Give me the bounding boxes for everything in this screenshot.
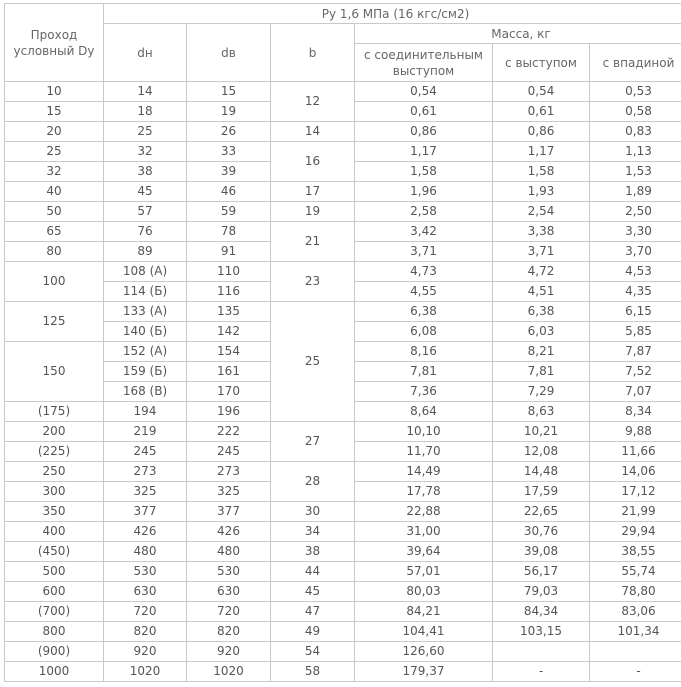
cell-mass-protrusion: 7,81 (493, 362, 590, 382)
cell-dv: 426 (187, 522, 271, 542)
cell-mass-connecting: 3,71 (355, 242, 493, 262)
cell-b: 16 (271, 142, 355, 182)
table-row (5, 602, 681, 622)
cell-b: 23 (271, 262, 355, 302)
cell-b: 28 (271, 462, 355, 502)
cell-dy: 20 (5, 122, 104, 142)
cell-mass-connecting: 22,88 (355, 502, 493, 522)
cell-dy: (175) (5, 402, 104, 422)
cell-mass-recess: 7,07 (590, 382, 681, 402)
cell-dv: 1020 (187, 662, 271, 682)
cell-mass-connecting: 8,64 (355, 402, 493, 422)
cell-dn: 140 (Б) (104, 322, 187, 342)
cell-dv: 110 (187, 262, 271, 282)
cell-mass-connecting: 6,38 (355, 302, 493, 322)
cell-b: 58 (271, 662, 355, 682)
cell-b: 44 (271, 562, 355, 582)
cell-dv: 154 (187, 342, 271, 362)
cell-mass-protrusion: 3,71 (493, 242, 590, 262)
cell-mass-connecting: 0,54 (355, 82, 493, 102)
cell-mass-recess: 6,15 (590, 302, 681, 322)
cell-mass-recess: 5,85 (590, 322, 681, 342)
cell-dy: 400 (5, 522, 104, 542)
cell-mass-protrusion: 6,03 (493, 322, 590, 342)
cell-dy: 600 (5, 582, 104, 602)
cell-mass-connecting: 4,73 (355, 262, 493, 282)
cell-mass-protrusion: 4,51 (493, 282, 590, 302)
cell-dv: 26 (187, 122, 271, 142)
cell-dn: 377 (104, 502, 187, 522)
cell-dn: 18 (104, 102, 187, 122)
cell-dv: 39 (187, 162, 271, 182)
cell-b: 17 (271, 182, 355, 202)
cell-mass-recess: 21,99 (590, 502, 681, 522)
cell-dy: 300 (5, 482, 104, 502)
cell-b: 30 (271, 502, 355, 522)
cell-mass-connecting: 39,64 (355, 542, 493, 562)
header-dv: dв (187, 24, 271, 82)
cell-dy: 800 (5, 622, 104, 642)
cell-mass-protrusion: 22,65 (493, 502, 590, 522)
cell-mass-connecting: 10,10 (355, 422, 493, 442)
table-row (5, 582, 681, 602)
cell-mass-connecting: 0,61 (355, 102, 493, 122)
cell-mass-protrusion: 0,86 (493, 122, 590, 142)
cell-dv: 91 (187, 242, 271, 262)
cell-mass-protrusion: 30,76 (493, 522, 590, 542)
table-row (5, 202, 681, 222)
table-row (5, 462, 681, 482)
cell-dy: (900) (5, 642, 104, 662)
cell-b: 27 (271, 422, 355, 462)
cell-dy: 32 (5, 162, 104, 182)
cell-mass-protrusion: 56,17 (493, 562, 590, 582)
cell-b: 45 (271, 582, 355, 602)
cell-mass-connecting: 4,55 (355, 282, 493, 302)
cell-mass-protrusion: 4,72 (493, 262, 590, 282)
cell-mass-recess: 78,80 (590, 582, 681, 602)
cell-dv: 222 (187, 422, 271, 442)
cell-dn: 152 (А) (104, 342, 187, 362)
cell-mass-protrusion: 0,61 (493, 102, 590, 122)
cell-dn: 14 (104, 82, 187, 102)
cell-mass-connecting: 1,58 (355, 162, 493, 182)
cell-b: 49 (271, 622, 355, 642)
cell-dv: 820 (187, 622, 271, 642)
cell-b: 14 (271, 122, 355, 142)
cell-mass-protrusion: 10,21 (493, 422, 590, 442)
cell-mass-recess: 83,06 (590, 602, 681, 622)
cell-mass-recess: 1,89 (590, 182, 681, 202)
cell-dn: 480 (104, 542, 187, 562)
cell-mass-connecting: 17,78 (355, 482, 493, 502)
cell-dy: 200 (5, 422, 104, 442)
table-row (5, 122, 681, 142)
cell-dn: 114 (Б) (104, 282, 187, 302)
cell-dy: 500 (5, 562, 104, 582)
cell-mass-connecting: 84,21 (355, 602, 493, 622)
table-row (5, 622, 681, 642)
cell-mass-protrusion: 84,34 (493, 602, 590, 622)
cell-dn: 168 (В) (104, 382, 187, 402)
cell-dy: 80 (5, 242, 104, 262)
table-row (5, 662, 681, 682)
table-row (5, 262, 681, 282)
cell-mass-protrusion: 17,59 (493, 482, 590, 502)
cell-mass-recess: 0,83 (590, 122, 681, 142)
cell-mass-connecting: 0,86 (355, 122, 493, 142)
cell-dn: 920 (104, 642, 187, 662)
cell-dv: 245 (187, 442, 271, 462)
cell-mass-connecting: 14,49 (355, 462, 493, 482)
cell-b: 47 (271, 602, 355, 622)
cell-mass-recess: 14,06 (590, 462, 681, 482)
cell-dy: 100 (5, 262, 104, 302)
cell-dv: 135 (187, 302, 271, 322)
cell-mass-recess: 2,50 (590, 202, 681, 222)
cell-mass-protrusion: 39,08 (493, 542, 590, 562)
cell-mass-protrusion: 7,29 (493, 382, 590, 402)
cell-mass-recess: 3,30 (590, 222, 681, 242)
cell-mass-recess: 11,66 (590, 442, 681, 462)
cell-dv: 78 (187, 222, 271, 242)
cell-dy: 50 (5, 202, 104, 222)
cell-mass-recess: 38,55 (590, 542, 681, 562)
cell-mass-protrusion: 0,54 (493, 82, 590, 102)
header-dn: dн (104, 24, 187, 82)
cell-dv: 19 (187, 102, 271, 122)
cell-mass-connecting: 179,37 (355, 662, 493, 682)
cell-dn: 1020 (104, 662, 187, 682)
cell-dn: 32 (104, 142, 187, 162)
table-row (5, 422, 681, 442)
cell-mass-connecting: 57,01 (355, 562, 493, 582)
cell-mass-protrusion: 1,17 (493, 142, 590, 162)
header-pressure: Ру 1,6 МПа (16 кгс/см2) (104, 4, 681, 24)
cell-dy: (700) (5, 602, 104, 622)
cell-b: 21 (271, 222, 355, 262)
cell-mass-protrusion: 1,58 (493, 162, 590, 182)
header-mass-protrusion: с выступом (493, 44, 590, 82)
table-row (5, 142, 681, 162)
cell-b: 34 (271, 522, 355, 542)
cell-mass-protrusion: 8,63 (493, 402, 590, 422)
cell-dn: 219 (104, 422, 187, 442)
cell-dn: 45 (104, 182, 187, 202)
cell-dn: 426 (104, 522, 187, 542)
cell-mass-recess: 7,87 (590, 342, 681, 362)
cell-dn: 89 (104, 242, 187, 262)
cell-dy: 15 (5, 102, 104, 122)
cell-mass-protrusion: 14,48 (493, 462, 590, 482)
cell-mass-connecting: 8,16 (355, 342, 493, 362)
cell-mass-protrusion: 79,03 (493, 582, 590, 602)
cell-dv: 170 (187, 382, 271, 402)
cell-dv: 142 (187, 322, 271, 342)
cell-dn: 38 (104, 162, 187, 182)
cell-mass-recess: 55,74 (590, 562, 681, 582)
cell-mass-recess: 1,13 (590, 142, 681, 162)
cell-dy: 125 (5, 302, 104, 342)
cell-dv: 161 (187, 362, 271, 382)
cell-mass-protrusion: 3,38 (493, 222, 590, 242)
table-row (5, 642, 681, 662)
cell-dy: 350 (5, 502, 104, 522)
cell-dn: 273 (104, 462, 187, 482)
table-row (5, 182, 681, 202)
cell-mass-protrusion: - (493, 662, 590, 682)
header-mass-recess: с впадиной (590, 44, 681, 82)
cell-dv: 630 (187, 582, 271, 602)
cell-mass-connecting: 7,36 (355, 382, 493, 402)
cell-dn: 325 (104, 482, 187, 502)
cell-dv: 33 (187, 142, 271, 162)
cell-mass-recess (590, 642, 681, 662)
cell-dv: 325 (187, 482, 271, 502)
cell-mass-protrusion: 2,54 (493, 202, 590, 222)
table-row (5, 502, 681, 522)
cell-dv: 377 (187, 502, 271, 522)
flange-mass-table (4, 3, 681, 682)
cell-mass-recess: 4,53 (590, 262, 681, 282)
cell-dy: 40 (5, 182, 104, 202)
header-mass-connecting: с соединительным выступом (355, 44, 493, 82)
cell-dy: (450) (5, 542, 104, 562)
cell-dv: 920 (187, 642, 271, 662)
cell-mass-recess: - (590, 662, 681, 682)
cell-mass-recess: 17,12 (590, 482, 681, 502)
cell-dy: 10 (5, 82, 104, 102)
table-row (5, 542, 681, 562)
cell-dn: 159 (Б) (104, 362, 187, 382)
cell-mass-protrusion: 6,38 (493, 302, 590, 322)
cell-dn: 76 (104, 222, 187, 242)
cell-dy: 25 (5, 142, 104, 162)
cell-mass-recess: 4,35 (590, 282, 681, 302)
cell-dv: 15 (187, 82, 271, 102)
cell-mass-protrusion (493, 642, 590, 662)
cell-mass-connecting: 31,00 (355, 522, 493, 542)
table-row (5, 82, 681, 102)
cell-b: 12 (271, 82, 355, 122)
cell-b: 19 (271, 202, 355, 222)
cell-mass-recess: 101,34 (590, 622, 681, 642)
cell-dv: 273 (187, 462, 271, 482)
cell-dn: 108 (А) (104, 262, 187, 282)
cell-dn: 133 (А) (104, 302, 187, 322)
cell-dy: 250 (5, 462, 104, 482)
table-row (5, 302, 681, 322)
cell-dv: 59 (187, 202, 271, 222)
cell-mass-protrusion: 8,21 (493, 342, 590, 362)
cell-dn: 630 (104, 582, 187, 602)
cell-mass-recess: 0,53 (590, 82, 681, 102)
cell-dn: 530 (104, 562, 187, 582)
cell-mass-recess: 1,53 (590, 162, 681, 182)
cell-mass-connecting: 1,17 (355, 142, 493, 162)
table-row (5, 222, 681, 242)
header-dy: Проход условный Dy (5, 4, 104, 82)
cell-mass-protrusion: 103,15 (493, 622, 590, 642)
cell-dv: 480 (187, 542, 271, 562)
cell-mass-connecting: 126,60 (355, 642, 493, 662)
cell-mass-connecting: 6,08 (355, 322, 493, 342)
cell-mass-connecting: 11,70 (355, 442, 493, 462)
cell-dn: 194 (104, 402, 187, 422)
cell-dv: 196 (187, 402, 271, 422)
cell-mass-recess: 8,34 (590, 402, 681, 422)
header-mass: Масса, кг (355, 24, 681, 44)
cell-b: 54 (271, 642, 355, 662)
cell-dy: 65 (5, 222, 104, 242)
cell-mass-recess: 29,94 (590, 522, 681, 542)
header-b: b (271, 24, 355, 82)
cell-dv: 530 (187, 562, 271, 582)
cell-dn: 820 (104, 622, 187, 642)
cell-mass-connecting: 7,81 (355, 362, 493, 382)
cell-mass-protrusion: 1,93 (493, 182, 590, 202)
cell-mass-connecting: 1,96 (355, 182, 493, 202)
cell-dv: 46 (187, 182, 271, 202)
cell-mass-connecting: 80,03 (355, 582, 493, 602)
table-row (5, 562, 681, 582)
cell-dy: 150 (5, 342, 104, 402)
table-row (5, 522, 681, 542)
cell-mass-recess: 7,52 (590, 362, 681, 382)
cell-b: 38 (271, 542, 355, 562)
cell-mass-recess: 9,88 (590, 422, 681, 442)
cell-dn: 245 (104, 442, 187, 462)
cell-dn: 57 (104, 202, 187, 222)
cell-dv: 116 (187, 282, 271, 302)
cell-dn: 720 (104, 602, 187, 622)
cell-dy: 1000 (5, 662, 104, 682)
cell-b: 25 (271, 302, 355, 422)
cell-mass-recess: 3,70 (590, 242, 681, 262)
cell-mass-recess: 0,58 (590, 102, 681, 122)
cell-mass-connecting: 3,42 (355, 222, 493, 242)
cell-dv: 720 (187, 602, 271, 622)
cell-mass-connecting: 104,41 (355, 622, 493, 642)
cell-mass-connecting: 2,58 (355, 202, 493, 222)
cell-mass-protrusion: 12,08 (493, 442, 590, 462)
cell-dy: (225) (5, 442, 104, 462)
cell-dn: 25 (104, 122, 187, 142)
